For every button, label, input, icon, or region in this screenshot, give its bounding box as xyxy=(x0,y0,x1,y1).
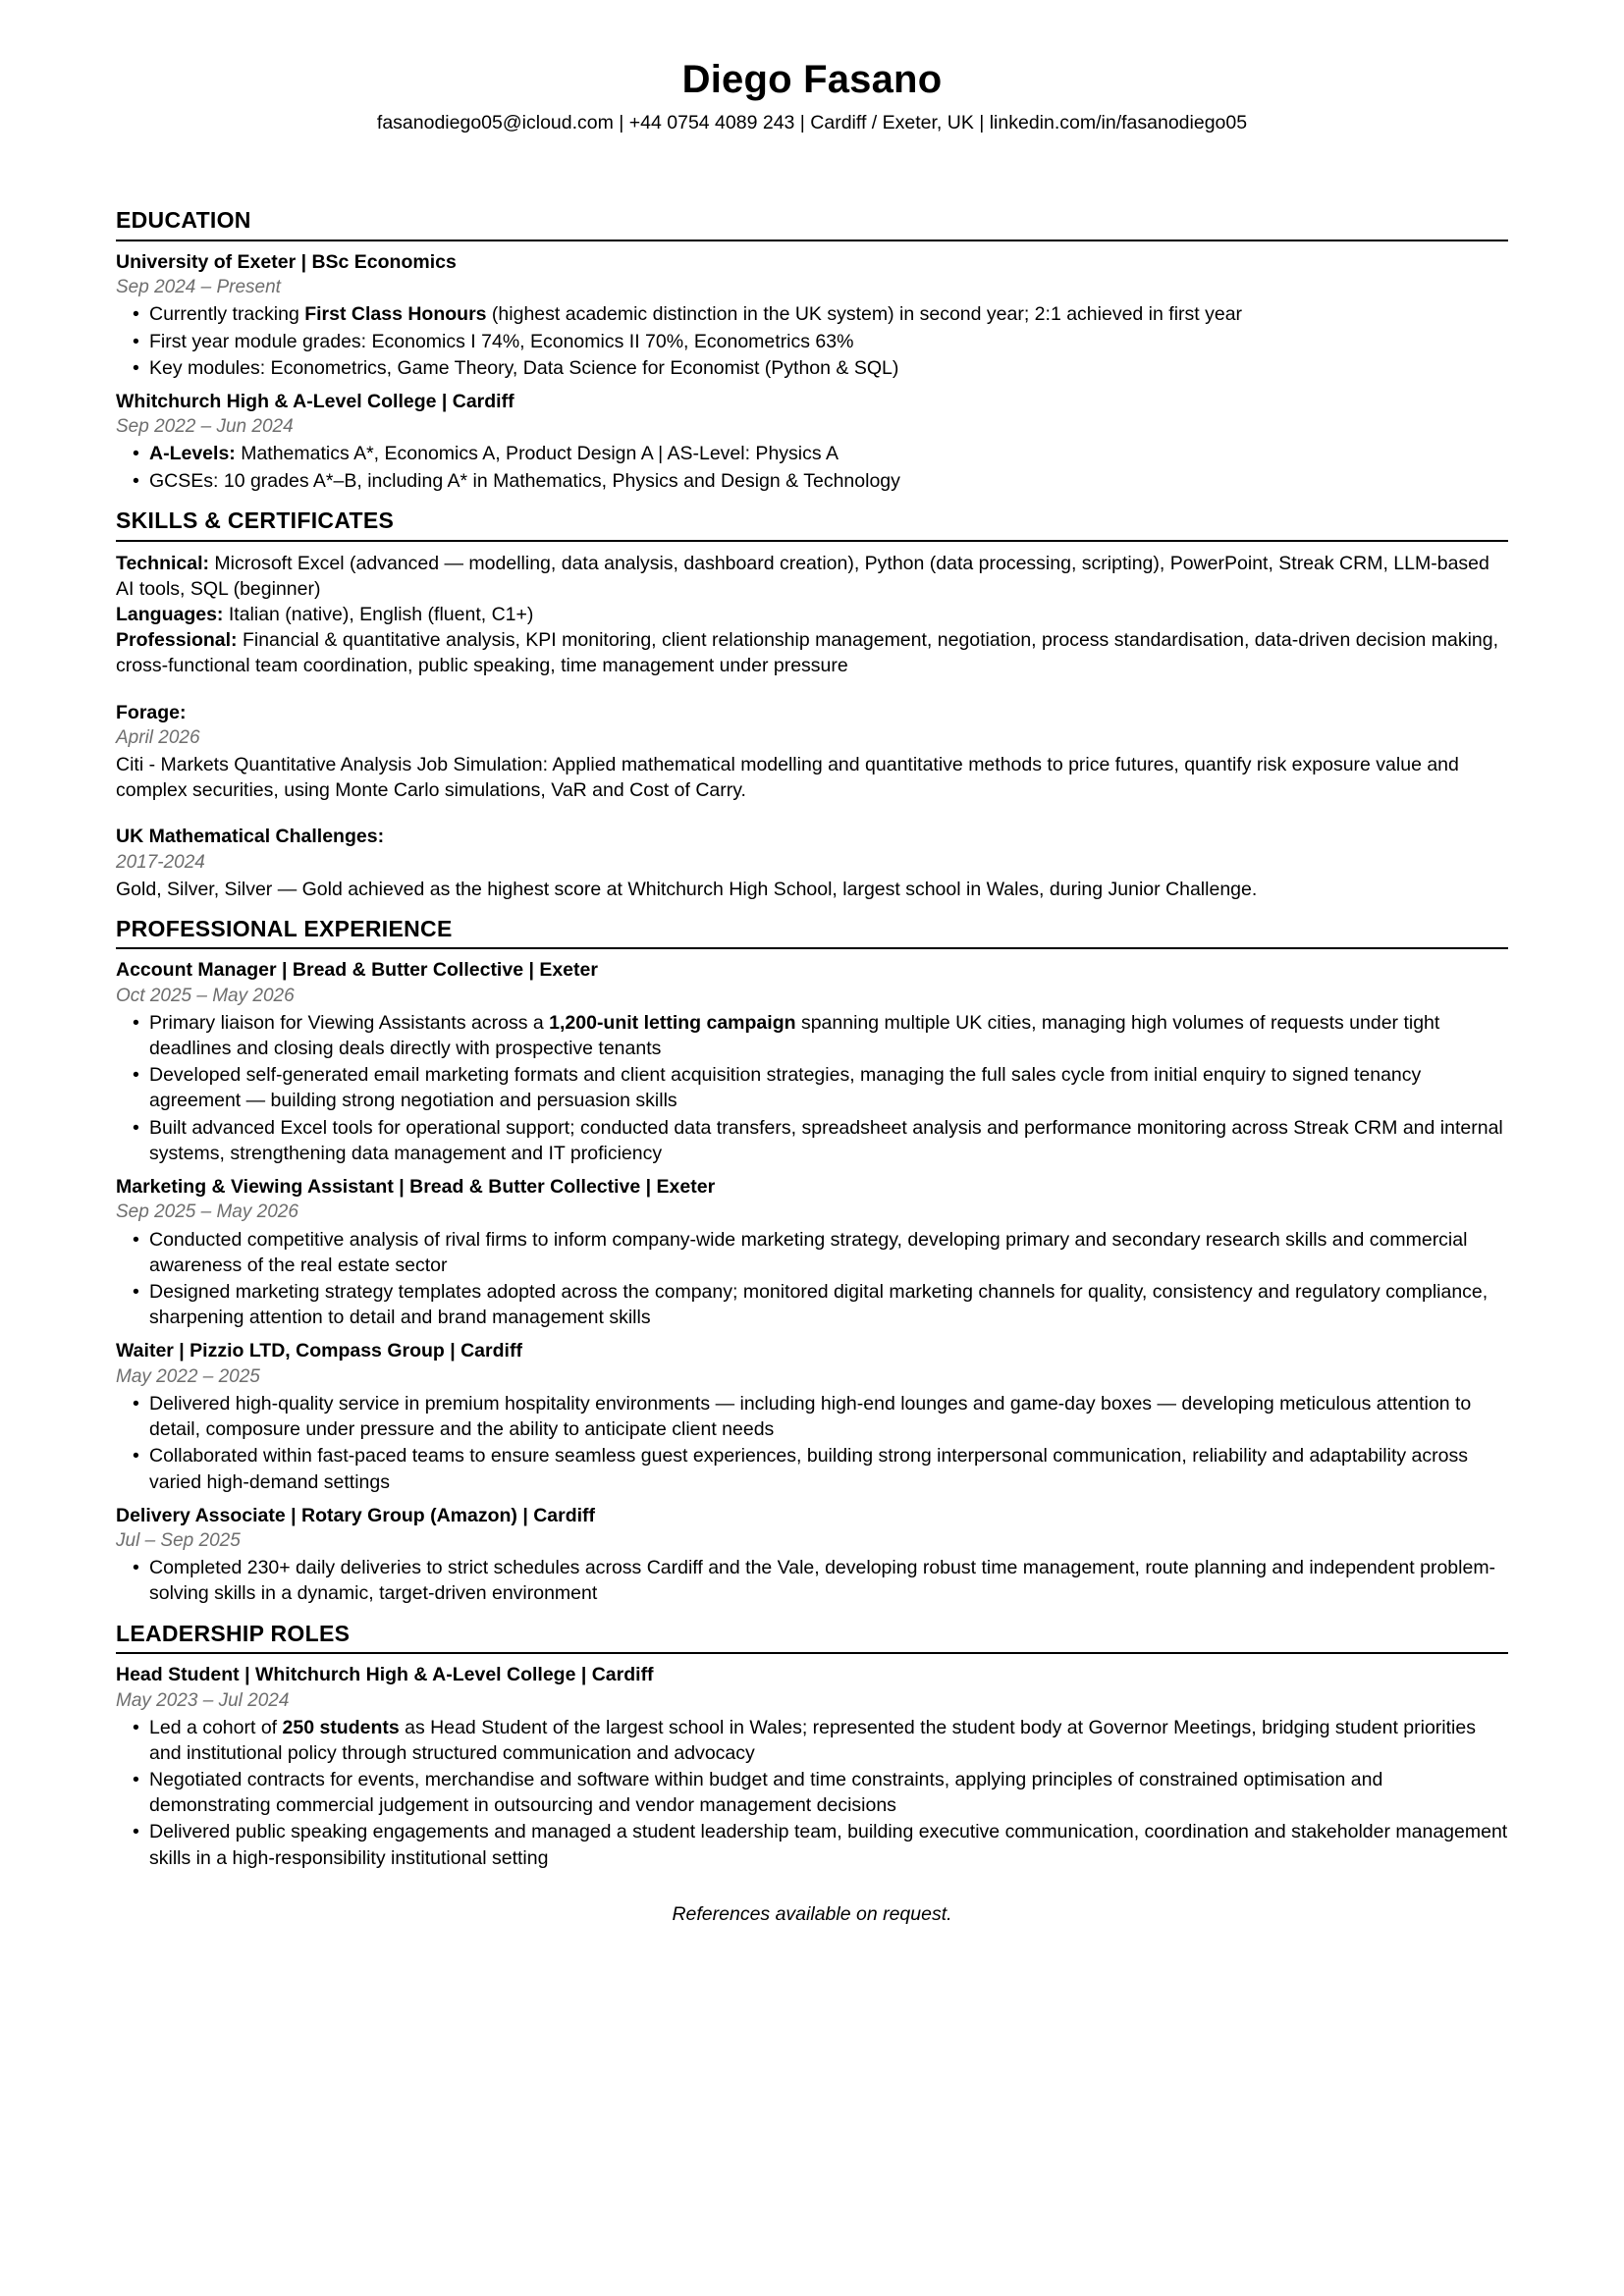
document-header xyxy=(116,57,1508,134)
section-heading-experience: PROFESSIONAL EXPERIENCE xyxy=(116,916,1508,950)
bullet-item: • Designed marketing strategy templates adopted across the company; monitored digital marketing channels for quality, consistency and regulatory compliance, sharpening attention to detail and brand management skills xyxy=(116,1279,1508,1330)
bullet-list xyxy=(116,1227,1508,1331)
bullet-item: • Delivered high-quality service in premium hospitality environments — including high-end lounges and game-day boxes — developing meticulous attention to detail, composure under pressure and the ability to anticipate client needs xyxy=(116,1391,1508,1442)
subblock-date: April 2026 xyxy=(116,726,200,748)
entry-date: Sep 2025 – May 2026 xyxy=(116,1201,298,1223)
bullet-item: • A-Levels: Mathematics A*, Economics A, Product Design A | AS-Level: Physics A xyxy=(116,441,1508,466)
education-entry-list xyxy=(116,250,1508,494)
experience-entry-list xyxy=(116,958,1508,1606)
section-experience xyxy=(116,916,1508,1607)
bullet-list xyxy=(116,1715,1508,1871)
leadership-entry-list xyxy=(116,1663,1508,1871)
entry-date: May 2022 – 2025 xyxy=(116,1365,260,1387)
subblock-body: Citi - Markets Quantitative Analysis Job Simulation: Applied mathematical modelling and quantitative methods to price futures, quantify risk exposure value and complex securities, using Monte Carlo simulations, VaR and Cost of Carry. xyxy=(116,754,1459,802)
bullet-emphasis: A-Levels: xyxy=(149,443,236,465)
entry-date: Oct 2025 – May 2026 xyxy=(116,985,295,1006)
bullet-item: • Primary liaison for Viewing Assistants across a 1,200-unit letting campaign spanning multiple UK cities, managing high volumes of requests under tight deadlines and closing deals directly with prospective tenants xyxy=(116,1010,1508,1061)
footer-note: References available on request. xyxy=(672,1902,952,1925)
entry-title: Waiter | Pizzio LTD, Compass Group | Cardiff xyxy=(116,1340,522,1362)
subblock-heading: UK Mathematical Challenges: xyxy=(116,826,385,848)
resume-entry xyxy=(116,1175,1508,1330)
section-leadership xyxy=(116,1621,1508,1871)
bullet-item: • First year module grades: Economics I 74%, Economics II 70%, Econometrics 63% xyxy=(116,329,1508,354)
entry-title: Whitchurch High & A-Level College | Cardiff xyxy=(116,391,514,413)
resume-entry xyxy=(116,1339,1508,1494)
section-education xyxy=(116,207,1508,494)
bullet-emphasis: 1,200-unit letting campaign xyxy=(549,1011,796,1034)
resume-entry xyxy=(116,958,1508,1166)
bullet-item: • Developed self-generated email marketing formats and client acquisition strategies, managing the full sales cycle from initial enquiry to signed tenancy agreement — building strong negotiation and persuasion skills xyxy=(116,1062,1508,1113)
bullet-item: • Delivered public speaking engagements and managed a student leadership team, building executive communication, coordination and stakeholder management skills in a high-responsibility institutional setting xyxy=(116,1819,1508,1870)
bullet-item: • Currently tracking First Class Honours (highest academic distinction in the UK system) in second year; 2:1 achieved in first year xyxy=(116,301,1508,327)
skills-line-list xyxy=(116,551,1508,679)
skill-label: Technical: xyxy=(116,552,209,574)
subblock-heading: Forage: xyxy=(116,701,187,723)
skills-subblock-list xyxy=(116,701,1508,902)
bullet-item: • Collaborated within fast-paced teams to ensure seamless guest experiences, building strong interpersonal communication, reliability and adaptability across varied high-demand settings xyxy=(116,1443,1508,1494)
bullet-item: • Built advanced Excel tools for operational support; conducted data transfers, spreadsheet analysis and performance monitoring across Streak CRM and internal systems, strengthening data management and IT proficiency xyxy=(116,1115,1508,1166)
resume-entry xyxy=(116,1504,1508,1607)
skills-subblock xyxy=(116,825,1508,902)
entry-date: Sep 2024 – Present xyxy=(116,277,281,298)
skill-label: Languages: xyxy=(116,603,224,625)
bullet-emphasis: First Class Honours xyxy=(304,303,487,326)
bullet-item: • GCSEs: 10 grades A*–B, including A* in Mathematics, Physics and Design & Technology xyxy=(116,468,1508,494)
bullet-item: • Key modules: Econometrics, Game Theory, Data Science for Economist (Python & SQL) xyxy=(116,355,1508,381)
bullet-item: • Negotiated contracts for events, merchandise and software within budget and time constraints, applying principles of constrained optimisation and demonstrating commercial judgement in outsourcing and vendor management decisions xyxy=(116,1767,1508,1818)
skill-line: Languages: Italian (native), English (fluent, C1+) xyxy=(116,603,534,625)
entry-date: Sep 2022 – Jun 2024 xyxy=(116,416,294,438)
entry-title: Head Student | Whitchurch High & A-Level College | Cardiff xyxy=(116,1664,654,1686)
entry-title: University of Exeter | BSc Economics xyxy=(116,250,457,273)
bullet-item: • Conducted competitive analysis of rival firms to inform company-wide marketing strategy, developing primary and secondary research skills and commercial awareness of the real estate sector xyxy=(116,1227,1508,1278)
bullet-list xyxy=(116,1010,1508,1166)
bullet-item: • Led a cohort of 250 students as Head Student of the largest school in Wales; represented the student body at Governor Meetings, bridging student priorities and institutional policy through structured communication and advocacy xyxy=(116,1715,1508,1766)
subblock-body: Gold, Silver, Silver — Gold achieved as the highest score at Whitchurch High School, largest school in Wales, during Junior Challenge. xyxy=(116,878,1258,900)
skill-line: Professional: Financial & quantitative analysis, KPI monitoring, client relationship management, negotiation, process standardisation, data-driven decision making, cross-functional team coordination, public speaking, time management under pressure xyxy=(116,629,1499,677)
bullet-emphasis: 250 students xyxy=(282,1716,400,1738)
skill-label: Professional: xyxy=(116,629,238,652)
bullet-list xyxy=(116,1555,1508,1606)
entry-date: Jul – Sep 2025 xyxy=(116,1530,241,1552)
skill-line: Technical: Microsoft Excel (advanced — modelling, data analysis, dashboard creation), Python (data processing, scripting), PowerPoint, Streak CRM, LLM-based AI tools, SQL (beginner) xyxy=(116,552,1489,600)
entry-title: Account Manager | Bread & Butter Collective | Exeter xyxy=(116,959,598,982)
bullet-list xyxy=(116,301,1508,381)
subblock-date: 2017-2024 xyxy=(116,851,205,873)
section-heading-leadership: LEADERSHIP ROLES xyxy=(116,1621,1508,1655)
section-heading-education: EDUCATION xyxy=(116,207,1508,241)
candidate-name: Diego Fasano xyxy=(681,58,943,101)
bullet-list xyxy=(116,1391,1508,1495)
bullet-list xyxy=(116,441,1508,493)
bullet-item: • Completed 230+ daily deliveries to strict schedules across Cardiff and the Vale, developing robust time management, route planning and independent problem-solving skills in a dynamic, target-driven environment xyxy=(116,1555,1508,1606)
contact-line: fasanodiego05@icloud.com | +44 0754 4089 243 | Cardiff / Exeter, UK | linkedin.com/in/fasanodiego05 xyxy=(376,112,1248,133)
section-skills xyxy=(116,507,1508,902)
resume-entry xyxy=(116,250,1508,381)
entry-title: Delivery Associate | Rotary Group (Amazon) | Cardiff xyxy=(116,1504,596,1526)
resume-entry xyxy=(116,1663,1508,1871)
entry-title: Marketing & Viewing Assistant | Bread & Butter Collective | Exeter xyxy=(116,1176,716,1199)
resume-entry xyxy=(116,390,1508,494)
entry-date: May 2023 – Jul 2024 xyxy=(116,1689,290,1711)
skills-subblock xyxy=(116,701,1508,804)
section-heading-skills: SKILLS & CERTIFICATES xyxy=(116,507,1508,542)
